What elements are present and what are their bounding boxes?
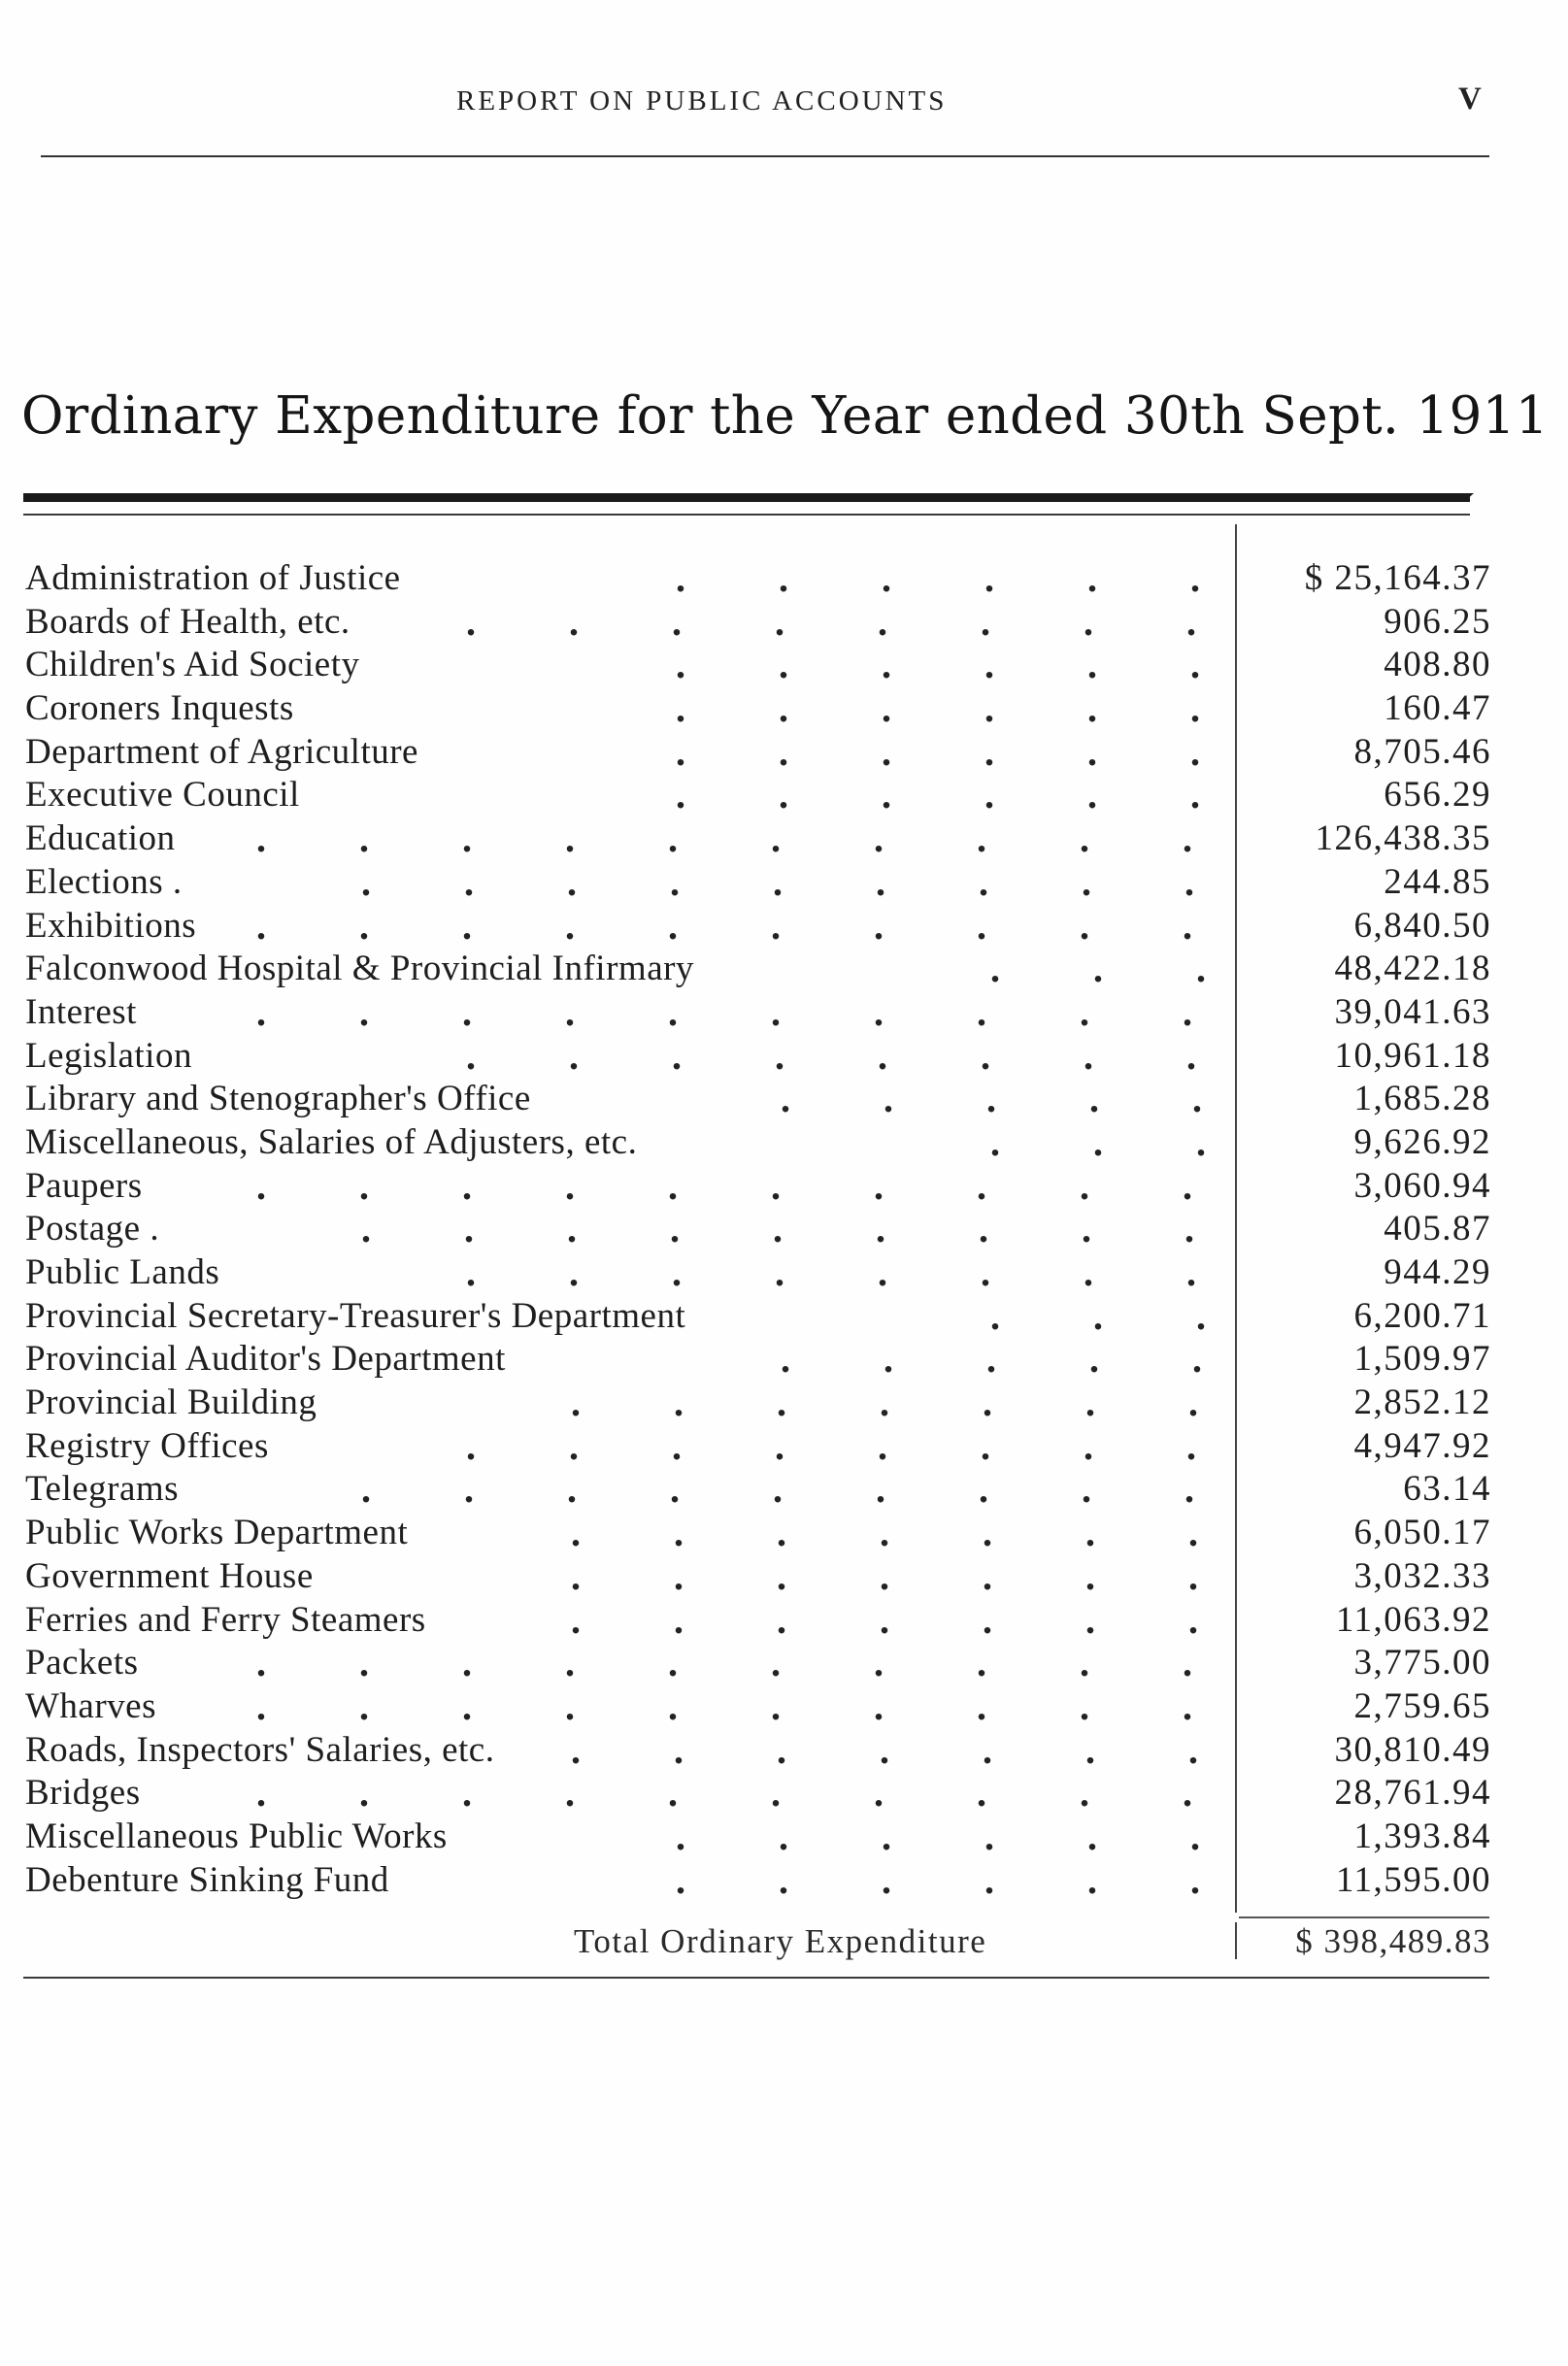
dot-leader: . . . . . (781, 1077, 1202, 1121)
row-label: Paupers (25, 1165, 143, 1206)
row-amount: 11,595.00 (1335, 1859, 1491, 1900)
dot-leader: . . . . . . . . . . (256, 989, 1192, 1034)
row-amount: 6,840.50 (1353, 905, 1491, 946)
row-amount: 160.47 (1384, 688, 1491, 729)
row-amount: 1,685.28 (1353, 1079, 1491, 1119)
dot-leader: . . . (990, 947, 1206, 991)
row-amount: 3,060.94 (1353, 1165, 1491, 1206)
row-amount: 944.29 (1384, 1252, 1491, 1292)
dot-leader: . . . . . . (676, 1814, 1200, 1858)
row-amount: 244.85 (1384, 861, 1491, 902)
table-row (25, 1206, 1491, 1250)
row-label: Elections . (25, 861, 183, 902)
dot-leader: . . . . . (781, 1337, 1202, 1382)
dot-leader: . . . . . . . . . . (256, 1163, 1192, 1208)
row-amount: $ 25,164.37 (1304, 558, 1491, 598)
row-amount: 10,961.18 (1334, 1035, 1491, 1076)
row-label: Ferries and Ferry Steamers (25, 1599, 426, 1640)
title-rule-thick (23, 493, 1470, 502)
dot-leader: . . . . . . . . . . (256, 816, 1192, 861)
running-head (0, 82, 1568, 124)
row-label: Administration of Justice (25, 558, 401, 598)
row-amount: 39,041.63 (1334, 991, 1491, 1032)
table-row (25, 1597, 1491, 1641)
row-label: Provincial Building (25, 1383, 317, 1423)
row-label: Executive Council (25, 775, 300, 816)
row-label: Government House (25, 1555, 314, 1596)
row-amount: 48,422.18 (1334, 949, 1491, 989)
dot-leader: . . . . . . . (571, 1597, 1198, 1642)
row-label: Provincial Auditor's Department (25, 1339, 506, 1380)
table-row (25, 989, 1491, 1033)
total-over-rule (1239, 1916, 1489, 1918)
dot-leader: . . . . . . . (571, 1381, 1198, 1425)
dot-leader: . . . . . . . . (466, 599, 1196, 644)
row-label: Department of Agriculture (25, 731, 418, 772)
dot-leader: . . . (990, 1119, 1206, 1164)
table-row (25, 1857, 1491, 1901)
row-amount: 6,050.17 (1353, 1513, 1491, 1553)
running-title: REPORT ON PUBLIC ACCOUNTS (456, 85, 948, 117)
row-amount: 2,759.65 (1353, 1685, 1491, 1726)
dot-leader: . . . . . . . . (466, 1033, 1196, 1078)
dot-leader: . . . . . . . . . . (256, 1641, 1192, 1685)
total-label: Total Ordinary Expenditure (574, 1922, 987, 1960)
table-row (25, 1380, 1491, 1423)
table-row (25, 1553, 1491, 1597)
row-amount: 2,852.12 (1353, 1383, 1491, 1423)
title-rule-thin (23, 514, 1470, 516)
dot-leader: . . . . . . . . . (361, 859, 1194, 904)
dot-leader: . . . . . . (676, 773, 1200, 817)
dot-leader: . . . . . . . . (466, 1250, 1196, 1294)
row-label: Legislation (25, 1035, 192, 1076)
dot-leader: . . . . . . . (571, 1553, 1198, 1598)
table-row (25, 1119, 1491, 1163)
row-label: Miscellaneous Public Works (25, 1816, 448, 1856)
table-row (25, 555, 1491, 599)
row-amount: 3,775.00 (1353, 1643, 1491, 1683)
table-row (25, 1423, 1491, 1467)
row-label: Coroners Inquests (25, 688, 294, 729)
table-row (25, 1163, 1491, 1207)
row-label: Wharves (25, 1685, 156, 1726)
dot-leader: . . . . . . (676, 556, 1200, 600)
row-label: Boards of Health, etc. (25, 601, 350, 642)
row-amount: 28,761.94 (1334, 1773, 1491, 1814)
table-row (25, 1466, 1491, 1510)
header-rule (41, 155, 1489, 157)
row-label: Interest (25, 991, 137, 1032)
dot-leader: . . . . . . (676, 643, 1200, 687)
table-row (25, 1033, 1491, 1077)
table-row (25, 1336, 1491, 1380)
row-label: Registry Offices (25, 1425, 269, 1466)
row-amount: 6,200.71 (1353, 1295, 1491, 1336)
row-amount: 9,626.92 (1353, 1121, 1491, 1162)
dot-leader: . . . . . . . . . (361, 1207, 1194, 1251)
table-row (25, 642, 1491, 685)
dot-leader: . . . (990, 1293, 1206, 1338)
page-title: Ordinary Expenditure for the Year ended 30th Sept. 1911 (21, 386, 1550, 446)
dot-leader: . . . . . . . . . (361, 1467, 1194, 1512)
dot-leader: . . . . . . (676, 686, 1200, 731)
dot-leader: . . . . . . . . (466, 1423, 1196, 1468)
row-amount: 1,393.84 (1353, 1816, 1491, 1856)
expenditure-table (25, 555, 1491, 1900)
row-label: Miscellaneous, Salaries of Adjusters, etc. (25, 1121, 638, 1162)
dot-leader: . . . . . . . (571, 1511, 1198, 1555)
row-label: Provincial Secretary-Treasurer's Department (25, 1295, 686, 1336)
row-amount: 63.14 (1403, 1469, 1491, 1510)
page-number: V (1458, 82, 1482, 117)
row-amount: 3,032.33 (1353, 1555, 1491, 1596)
row-label: Bridges (25, 1773, 141, 1814)
row-label: Debenture Sinking Fund (25, 1859, 389, 1900)
row-amount: 4,947.92 (1353, 1425, 1491, 1466)
table-row (25, 1770, 1491, 1814)
row-label: Telegrams (25, 1469, 180, 1510)
table-row (25, 1814, 1491, 1857)
table-row (25, 816, 1491, 859)
row-label: Postage . (25, 1209, 160, 1250)
dot-leader: . . . . . . . . . . (256, 1771, 1192, 1816)
row-label: Roads, Inspectors' Salaries, etc. (25, 1729, 495, 1770)
row-amount: 1,509.97 (1353, 1339, 1491, 1380)
table-row (25, 599, 1491, 643)
row-amount: 30,810.49 (1334, 1729, 1491, 1770)
row-amount: 405.87 (1384, 1209, 1491, 1250)
row-amount: 906.25 (1384, 601, 1491, 642)
row-label: Public Lands (25, 1252, 220, 1292)
table-row (25, 859, 1491, 903)
row-amount: 8,705.46 (1353, 731, 1491, 772)
table-row (25, 729, 1491, 773)
row-label: Falconwood Hospital & Provincial Infirmary (25, 949, 694, 989)
table-row (25, 946, 1491, 989)
table-row (25, 1076, 1491, 1119)
total-row (25, 1922, 1491, 1965)
table-row (25, 1293, 1491, 1337)
dot-leader: . . . . . . . (571, 1727, 1198, 1772)
table-row (25, 1510, 1491, 1553)
table-row (25, 772, 1491, 816)
row-label: Library and Stenographer's Office (25, 1079, 531, 1119)
dot-leader: . . . . . . (676, 729, 1200, 774)
table-row (25, 903, 1491, 947)
dot-leader: . . . . . . . . . . (256, 1683, 1192, 1728)
row-label: Education (25, 818, 176, 859)
table-row (25, 1683, 1491, 1727)
title-rule-tip (1464, 493, 1474, 502)
row-amount: 11,063.92 (1335, 1599, 1491, 1640)
table-row (25, 685, 1491, 729)
bottom-rule (23, 1977, 1489, 1979)
row-label: Exhibitions (25, 905, 197, 946)
row-label: Packets (25, 1643, 139, 1683)
row-label: Children's Aid Society (25, 645, 360, 685)
dot-leader: . . . . . . . . . . (256, 903, 1192, 948)
total-amount: $ 398,489.83 (1295, 1922, 1491, 1960)
row-label: Public Works Department (25, 1513, 409, 1553)
table-row (25, 1727, 1491, 1771)
row-amount: 408.80 (1384, 645, 1491, 685)
dot-leader: . . . . . . (676, 1857, 1200, 1902)
table-row (25, 1250, 1491, 1293)
table-row (25, 1640, 1491, 1683)
row-amount: 126,438.35 (1315, 818, 1491, 859)
row-amount: 656.29 (1384, 775, 1491, 816)
